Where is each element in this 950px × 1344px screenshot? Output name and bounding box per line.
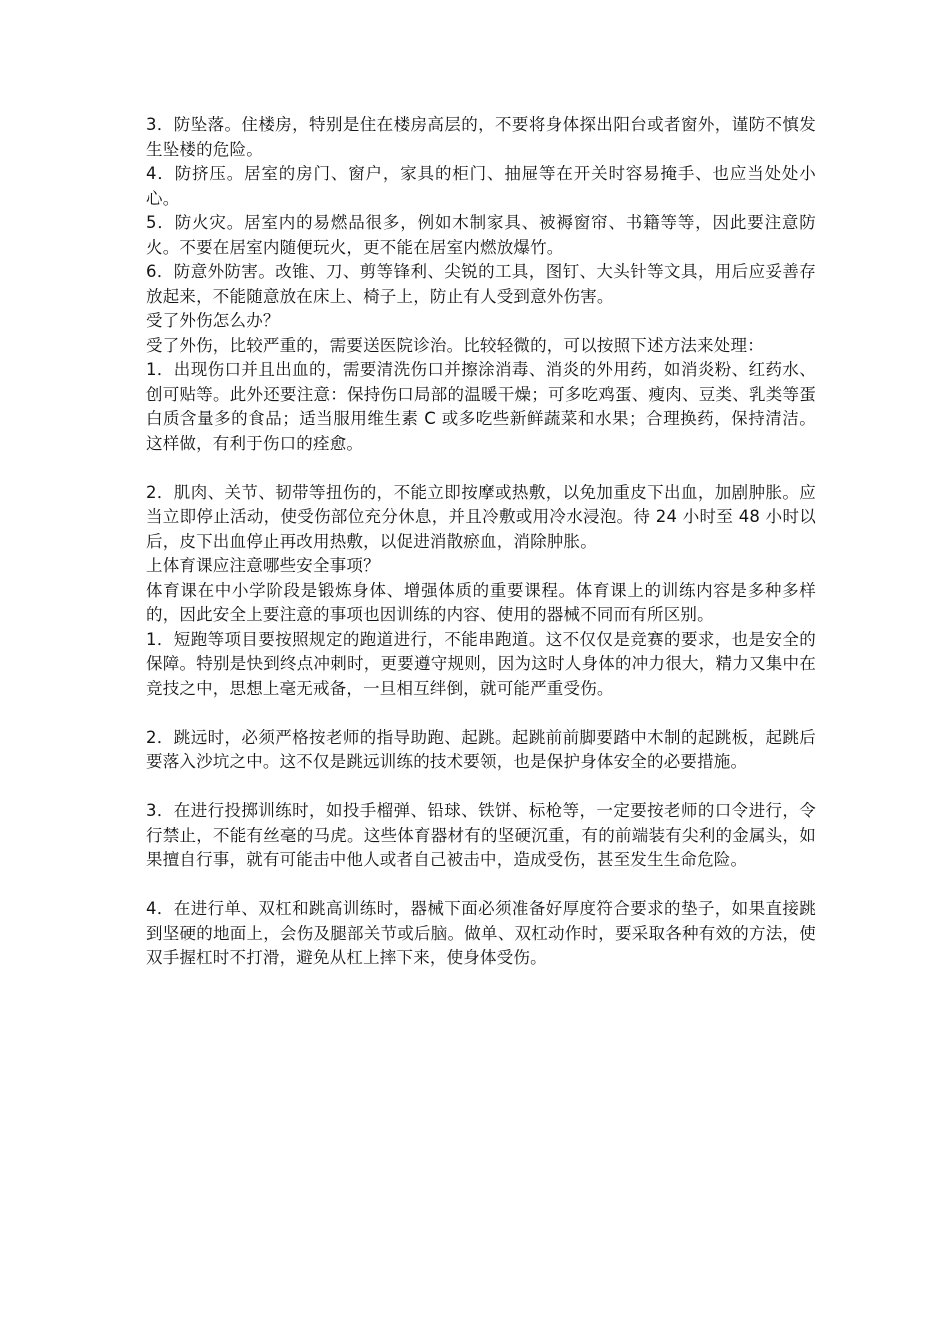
document-body — [146, 113, 816, 971]
paragraph-pinch-prevention: 4．防挤压。居室的房门、窗户，家具的柜门、抽屉等在开关时容易掩手、也应当处处小心。 — [146, 164, 816, 208]
paragraph-sprint-safety: 1．短跑等项目要按照规定的跑道进行，不能串跑道。这不仅仅是竞赛的要求，也是安全的保障。特别是快到终点冲刺时，更要遵守规则，因为这时人身体的冲力很大，精力又集中在竞技之中，思想上毫无戒备，一旦相互绊倒，就可能严重受伤。 — [146, 629, 816, 698]
paragraph-spacer — [146, 456, 816, 481]
paragraph-spacer — [146, 701, 816, 726]
heading-injury-question: 受了外伤怎么办？ — [146, 311, 280, 330]
paragraph-accident-prevention: 6．防意外防害。改锥、刀、剪等锋利、尖锐的工具，图钉、大头针等文具，用后应妥善存放起来，不能随意放在床上、椅子上，防止有人受到意外伤害。 — [146, 262, 816, 306]
paragraph-throwing-safety: 3．在进行投掷训练时，如投手榴弹、铅球、铁饼、标枪等，一定要按老师的口令进行，令行禁止，不能有丝毫的马虎。这些体育器材有的坚硬沉重，有的前端装有尖利的金属头，如果擅自行事，就有可能击中他人或者自己被击中，造成受伤，甚至发生生命危险。 — [146, 801, 816, 869]
paragraph-wound-care: 1．出现伤口并且出血的，需要清洗伤口并擦涂消毒、消炎的外用药，如消炎粉、红药水、创可贴等。此外还要注意：保持伤口局部的温暖干燥；可多吃鸡蛋、瘦肉、豆类、乳类等蛋白质含量多的食品；适当服用维生素 C 或多吃些新鲜蔬菜和水果；合理换药，保持清洁。这样做，有利于伤口的痊愈。 — [146, 360, 816, 453]
paragraph-pe-intro: 体育课在中小学阶段是锻炼身体、增强体质的重要课程。体育课上的训练内容是多种多样的，因此安全上要注意的事项也因训练的内容、使用的器械不同而有所区别。 — [146, 580, 816, 624]
paragraph-injury-intro: 受了外伤，比较严重的，需要送医院诊治。比较轻微的，可以按照下述方法来处理： — [146, 335, 764, 355]
heading-pe-safety-question: 上体育课应注意哪些安全事项？ — [146, 556, 380, 575]
paragraph-spacer — [146, 873, 816, 898]
paragraph-fall-prevention: 3．防坠落。住楼房，特别是住在楼房高层的，不要将身体探出阳台或者窗外，谨防不慎发生坠楼的危险。 — [146, 115, 816, 159]
paragraph-bars-safety: 4．在进行单、双杠和跳高训练时，器械下面必须准备好厚度符合要求的垫子，如果直接跳到坚硬的地面上，会伤及腿部关节或后脑。做单、双杠动作时，要采取各种有效的方法，使双手握杠时不打滑，避免从杠上摔下来，使身体受伤。 — [146, 899, 816, 967]
paragraph-spacer — [146, 775, 816, 800]
paragraph-fire-prevention: 5．防火灾。居室内的易燃品很多，例如木制家具、被褥窗帘、书籍等等，因此要注意防火。不要在居室内随便玩火，更不能在居室内燃放爆竹。 — [146, 213, 816, 257]
paragraph-long-jump-safety: 2．跳远时，必须严格按老师的指导助跑、起跳。起跳前前脚要踏中木制的起跳板，起跳后要落入沙坑之中。这不仅是跳远训练的技术要领，也是保护身体安全的必要措施。 — [146, 727, 816, 771]
paragraph-sprain-care: 2．肌肉、关节、韧带等扭伤的，不能立即按摩或热敷，以免加重皮下出血，加剧肿胀。应当立即停止活动，使受伤部位充分休息，并且冷敷或用冷水浸泡。待 24 小时至 48 小时以后，皮下出血停止再改用热敷，以促进消散瘀血，消除肿胀。 — [146, 482, 816, 551]
